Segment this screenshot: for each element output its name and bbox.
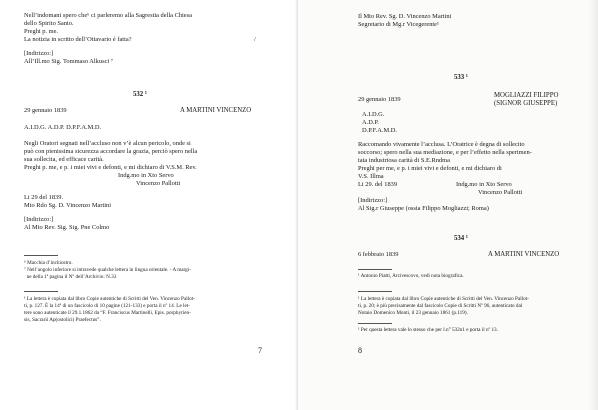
address-label: [Indirizzo:]	[24, 216, 54, 223]
footnote-rule	[358, 323, 392, 324]
note-date: Li 29 del 1839.	[24, 194, 64, 201]
body-line: Negli Oratori segnati nell’accluso non v’è alcun pericolo, onde si	[24, 140, 191, 147]
address: Al Mto Rev. Sig. Sig. Pne Colmo	[24, 224, 110, 231]
letter-recipient: MOGLIAZZI FILIPPO	[494, 92, 559, 99]
address-label: [Indirizzo:]	[24, 50, 54, 57]
slash-mark: /	[254, 36, 256, 43]
footnote-line: ¹ La lettera è copiata dal libro Copie autentiche di Scritti del Ven. Vincenzo Pallot-	[358, 296, 529, 302]
closing: Indg.mo in Xto Servo	[456, 181, 512, 188]
left-page	[0, 0, 298, 410]
address: Al Sig.r Giuseppe (ossia Filippo Mogliazzi; Roma)	[358, 205, 489, 212]
letter-text-line: dello Spirito Santo.	[24, 20, 74, 27]
footnote-line: ¹ Antonio Piatti, Arcivescovo, vedi nota biografica.	[358, 273, 464, 279]
body-line: tata industriosa carità di S.E.Rndma	[358, 157, 450, 164]
salutation-line: A.I.D.G.	[362, 111, 385, 118]
salutation: A.I.D.G. A.D.P. D.P.F.A.M.D.	[24, 124, 102, 131]
letter-date: 29 gennaio 1839	[24, 107, 67, 114]
letter-date: 6 febbraio 1839	[358, 251, 399, 258]
body-line: sua sollecita, ed efficace carità.	[24, 156, 104, 163]
footnote-rule	[358, 291, 392, 292]
address-line: Il Mto Rev. Sg. D. Vincenzo Martini	[358, 13, 452, 20]
salutation-line: A.D.P.	[362, 119, 379, 126]
footnote-rule	[24, 291, 58, 292]
footnote-line: Notaio Domenico Monti, il 23 gennaio 1861 (p.119).	[358, 310, 468, 316]
page-edge-shadow	[588, 0, 598, 410]
footnote-rule	[358, 269, 392, 270]
body-line: Preghi per me, e p. i miei vivi e defonti, e mi dichiaro di	[358, 165, 502, 172]
footnote-rule	[24, 255, 58, 256]
body-line: soccorso; spero nella sua mediazione, e per l’effetto nella sperimen-	[358, 149, 532, 156]
letter-number: 533 ¹	[454, 74, 468, 81]
footnote-line: ¹ La lettera è copiata dal libro Copie autentiche di Scritti del Ven. Vincenzo Pallot-	[24, 296, 195, 302]
closing: Indg.mo in Xto Servo	[118, 172, 174, 179]
footnote-line: ti, p. 127. È la 14ª di un fascicolo di 10 pagine (121-133) e porta il nº 14. Le let-	[24, 303, 190, 309]
letter-recipient: A MARTINI VINCENZO	[180, 107, 252, 114]
footnote-line: ⁷ Nell’angolo inferiore si intravede qualche lettera in lingua orientale. - A margi-	[24, 267, 191, 273]
salutation-line: D.P.F.A.M.D.	[362, 127, 398, 134]
address-label: [Indirizzo:]	[358, 197, 388, 204]
footnote-line: ¹ Per questa lettera vale lo stesso che per l.n° 532n1 e porta il nº 13.	[358, 327, 498, 333]
letter-number: 532 ¹	[133, 91, 147, 98]
letter-text-line: Nell’indomani spero che⁶ ci parleremo alla Sagrestia della Chiesa	[24, 12, 192, 19]
signature: Vincenzo Pallotti	[478, 189, 523, 196]
letter-recipient-alt: (SIGNOR GIUSEPPE)	[494, 100, 558, 107]
note-to: Mto Rdo Sg. D. Vincenzo Martini	[24, 202, 112, 209]
body-line: Raccomando vivamente l’acclusa. L’Oratrice è degna di sollecito	[358, 141, 525, 148]
letter-text-line: Preghi p. me.	[24, 28, 59, 35]
letter-recipient: A MARTINI VINCENZO	[488, 251, 560, 258]
right-page	[298, 0, 598, 410]
body-line: Preghi p. me, e p. i miei vivi e defonti, e mi dichiaro di V.S.M. Rev.	[24, 164, 197, 171]
address-line: Segretario di Mg.r Vicegerente¹	[358, 21, 439, 28]
page-number: 8	[358, 346, 362, 355]
letter-date-line: Li 29. del 1839	[358, 181, 398, 188]
signature: Vincenzo Pallotti	[136, 180, 181, 187]
letter-text-line: La notizia in scritto dell’Ottavario è fatta?	[24, 36, 132, 43]
footnote-line: sis, Sacrarii Ap(ostolici) Praefectus”.	[24, 317, 101, 323]
letter-number: 534 ¹	[454, 235, 468, 242]
footnote-line: ⁶ Macchia d’inchiostro.	[24, 260, 73, 266]
body-line: V.S. Illma	[358, 173, 384, 180]
footnote-line: tere sono autenticate il 29.1.1862 da “F. Franciscus Martinelli, Epis. porphyrien-	[24, 310, 191, 316]
page-number: 7	[258, 346, 262, 355]
body-line: può con pienissima sicurezza accordare la grazia, perciò spero nella	[24, 148, 198, 155]
address: All’Ill.mo Sig. Tommaso Alkusci ⁷	[24, 58, 114, 65]
footnote-line: ne della 1ª pagina il Nº dell’Archivio: N.33	[24, 274, 117, 280]
letter-date: 29 gennaio 1839	[358, 96, 401, 103]
footnote-line: ti, p. 20; è più precisamente dal fascicolo Copie di Scritti Nº 96, autenticato dal	[358, 303, 523, 309]
